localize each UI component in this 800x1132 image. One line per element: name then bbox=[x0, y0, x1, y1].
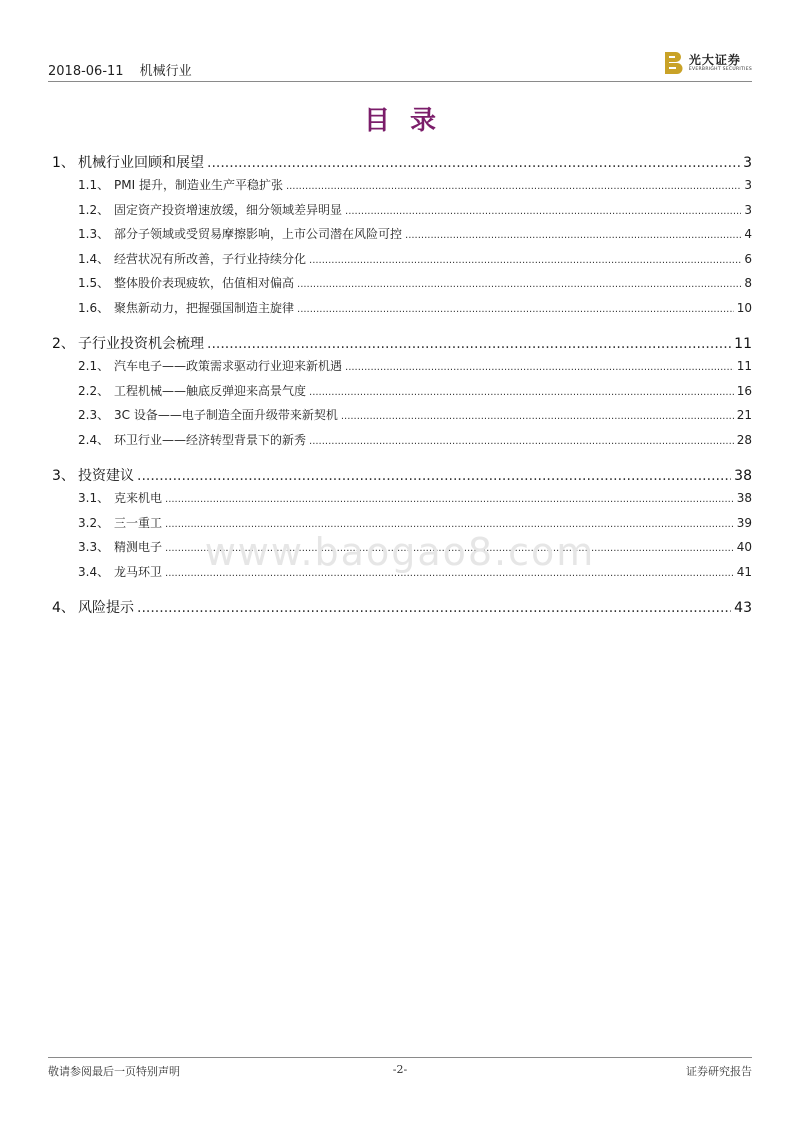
toc-title: 龙马环卫 bbox=[114, 564, 163, 579]
page-number: -2- bbox=[392, 1063, 408, 1076]
toc-title: 精测电子 bbox=[114, 540, 163, 554]
toc-page: 3 bbox=[744, 178, 752, 192]
toc-number: 3.4、 bbox=[78, 564, 110, 579]
toc-leader bbox=[297, 301, 734, 315]
watermark: www.baogao8.com bbox=[204, 530, 596, 574]
toc-number: 3.3、 bbox=[78, 540, 110, 554]
toc-leader bbox=[341, 408, 734, 422]
page-header bbox=[48, 50, 752, 82]
footer-report-type: 证券研究报告 bbox=[686, 1065, 752, 1078]
toc-title: 3C 设备——电子制造全面升级带来新契机 bbox=[114, 408, 338, 422]
toc-leader bbox=[309, 384, 734, 398]
toc-title: 汽车电子——政策需求驱动行业迎来新机遇 bbox=[114, 359, 343, 373]
toc-title: 子行业投资机会梳理 bbox=[78, 336, 204, 352]
toc-title: 工程机械——触底反弹迎来高景气度 bbox=[114, 383, 307, 398]
toc-page: 3 bbox=[744, 202, 752, 217]
toc-number: 1.4、 bbox=[78, 251, 110, 266]
toc-number: 1.6、 bbox=[78, 300, 110, 315]
header-meta bbox=[48, 60, 192, 79]
toc-title: 风险提示 bbox=[78, 600, 134, 616]
toc-title: 环卫行业——经济转型背景下的新秀 bbox=[114, 432, 307, 447]
logo-mark-icon bbox=[665, 52, 683, 74]
toc-page: 8 bbox=[744, 276, 752, 290]
toc-number: 3.1、 bbox=[78, 491, 110, 505]
toc-section[interactable] bbox=[48, 431, 752, 448]
toc-chapter[interactable] bbox=[48, 597, 752, 617]
toc-leader bbox=[405, 227, 741, 241]
toc-page: 11 bbox=[734, 336, 752, 352]
logo-text-cn: 光大证券 bbox=[688, 53, 741, 67]
toc-leader bbox=[309, 433, 734, 447]
toc-page: 40 bbox=[736, 540, 752, 554]
toc-leader bbox=[345, 359, 734, 373]
toc-page: 10 bbox=[736, 300, 752, 315]
toc-number: 1、 bbox=[52, 155, 75, 171]
toc-leader bbox=[207, 336, 731, 352]
toc-leader bbox=[137, 600, 731, 616]
toc-page: 43 bbox=[734, 600, 752, 616]
toc-page: 16 bbox=[736, 383, 752, 398]
toc-chapter[interactable] bbox=[48, 152, 752, 172]
toc-chapter[interactable] bbox=[48, 333, 752, 353]
toc-number: 1.1、 bbox=[78, 178, 110, 192]
toc-number: 3、 bbox=[52, 468, 75, 484]
toc-leader bbox=[297, 276, 741, 290]
toc-section[interactable] bbox=[48, 250, 752, 267]
toc-section[interactable] bbox=[48, 201, 752, 218]
toc-page: 41 bbox=[736, 564, 752, 579]
toc-title: 机械行业回顾和展望 bbox=[78, 155, 204, 171]
everbright-logo bbox=[665, 52, 752, 74]
toc-number: 2、 bbox=[52, 336, 75, 352]
toc-number: 1.3、 bbox=[78, 227, 110, 241]
toc-page: 6 bbox=[744, 251, 752, 266]
toc-section[interactable] bbox=[48, 382, 752, 399]
page-title: 目录 bbox=[363, 106, 456, 136]
toc-title: 克来机电 bbox=[114, 491, 163, 505]
toc-leader bbox=[345, 203, 741, 217]
toc-page: 28 bbox=[736, 432, 752, 447]
toc-leader bbox=[137, 468, 731, 484]
toc-title: 部分子领域或受贸易摩擦影响，上市公司潜在风险可控 bbox=[114, 227, 403, 241]
toc-chapter[interactable] bbox=[48, 465, 752, 485]
toc-leader bbox=[165, 516, 734, 530]
toc-leader bbox=[309, 252, 741, 266]
toc-leader bbox=[165, 491, 734, 505]
toc-number: 4、 bbox=[52, 600, 75, 616]
page-footer bbox=[48, 1057, 752, 1081]
toc-number: 2.4、 bbox=[78, 432, 110, 447]
toc-page: 11 bbox=[736, 359, 752, 373]
toc-page: 4 bbox=[744, 227, 752, 241]
toc-title: PMI 提升，制造业生产平稳扩张 bbox=[114, 178, 283, 192]
toc-page: 38 bbox=[734, 468, 752, 484]
toc-section[interactable] bbox=[48, 176, 752, 193]
report-date: 2018-06-11 bbox=[48, 64, 124, 79]
toc-number: 2.1、 bbox=[78, 359, 110, 373]
toc-section[interactable] bbox=[48, 299, 752, 316]
toc-leader bbox=[286, 178, 741, 192]
toc-page: 3 bbox=[743, 155, 752, 171]
toc-title: 聚焦新动力，把握强国制造主旋律 bbox=[114, 300, 295, 315]
toc-leader bbox=[207, 155, 740, 171]
toc-page: 21 bbox=[736, 408, 752, 422]
toc-number: 2.2、 bbox=[78, 383, 110, 398]
toc-title: 经营状况有所改善，子行业持续分化 bbox=[114, 251, 307, 266]
toc-section[interactable] bbox=[48, 406, 752, 423]
toc-number: 1.2、 bbox=[78, 202, 110, 217]
toc-title: 整体股价表现疲软，估值相对偏高 bbox=[114, 276, 295, 290]
toc-section[interactable] bbox=[48, 357, 752, 374]
toc-section[interactable] bbox=[48, 225, 752, 242]
toc-title: 投资建议 bbox=[78, 468, 134, 484]
toc-page: 38 bbox=[736, 491, 752, 505]
industry-label: 机械行业 bbox=[139, 64, 192, 79]
toc-title: 固定资产投资增速放缓，细分领域差异明显 bbox=[114, 202, 343, 217]
toc-page: 39 bbox=[736, 515, 752, 530]
logo-text-en: EVERBRIGHT SECURITIES bbox=[688, 67, 752, 72]
toc-title: 三一重工 bbox=[114, 515, 163, 530]
footer-disclaimer: 敬请参阅最后一页特别声明 bbox=[48, 1065, 180, 1078]
toc-number: 2.3、 bbox=[78, 408, 110, 422]
toc-section[interactable] bbox=[48, 514, 752, 531]
toc-number: 3.2、 bbox=[78, 515, 110, 530]
toc-section[interactable] bbox=[48, 274, 752, 291]
toc-section[interactable] bbox=[48, 489, 752, 506]
toc-number: 1.5、 bbox=[78, 276, 110, 290]
